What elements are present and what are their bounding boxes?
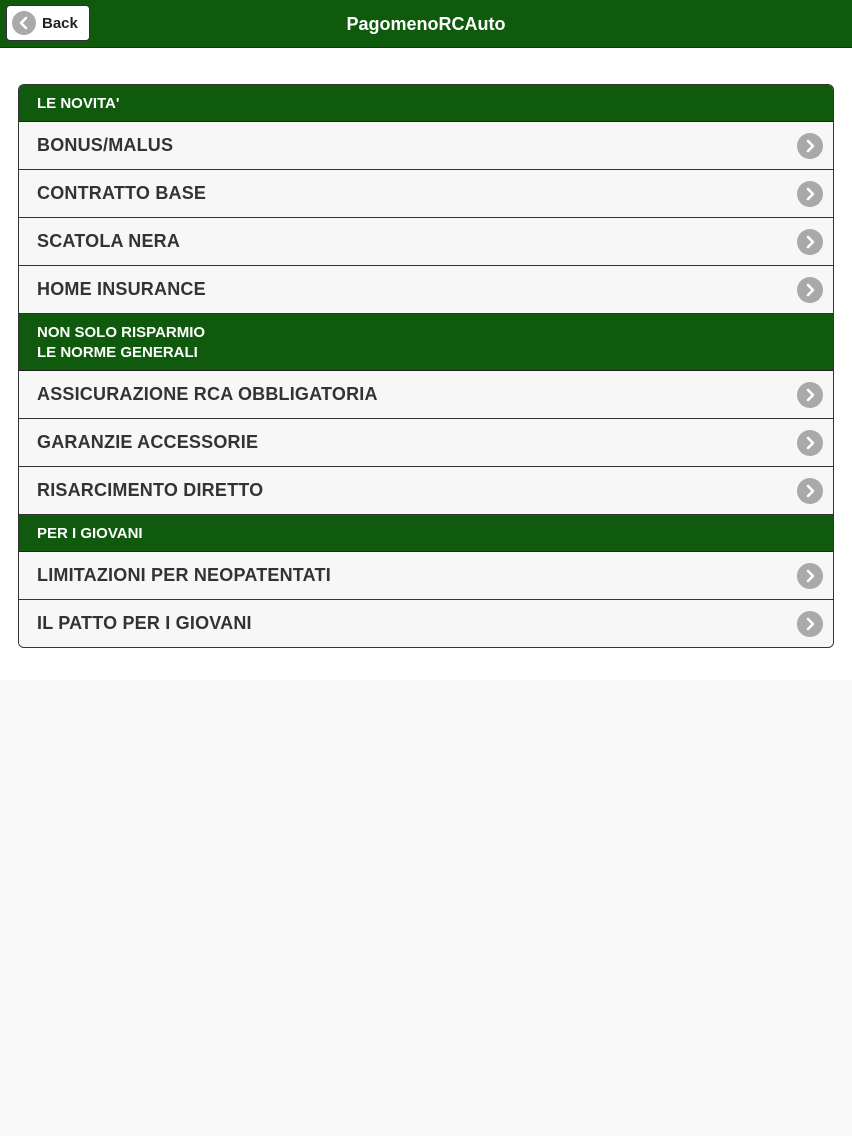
chevron-right-icon (797, 478, 823, 504)
chevron-left-icon (12, 11, 36, 35)
list-item-label: SCATOLA NERA (37, 231, 181, 251)
menu-list (18, 84, 834, 648)
chevron-right-icon (797, 382, 823, 408)
list-item-risarcimento-diretto[interactable] (19, 467, 833, 515)
list-item-label: LIMITAZIONI PER NEOPATENTATI (37, 565, 331, 585)
list-item-scatola-nera[interactable] (19, 218, 833, 266)
chevron-right-icon (797, 229, 823, 255)
chevron-right-icon (797, 430, 823, 456)
section-title: NON SOLO RISPARMIO (37, 324, 206, 341)
chevron-right-icon (797, 133, 823, 159)
list-item-contratto-base[interactable] (19, 170, 833, 218)
list-item-patto-giovani[interactable] (19, 600, 833, 647)
back-button-label: Back (42, 14, 78, 32)
list-item-label: ASSICURAZIONE RCA OBBLIGATORIA (37, 384, 378, 404)
list-item-label: HOME INSURANCE (37, 279, 206, 299)
chevron-right-icon (797, 181, 823, 207)
section-title: LE NOVITA' (37, 95, 120, 112)
chevron-right-icon (797, 277, 823, 303)
list-item-assicurazione-rca[interactable] (19, 371, 833, 419)
list-item-limitazioni-neopatentati[interactable] (19, 552, 833, 600)
section-subtitle: LE NORME GENERALI (37, 344, 198, 361)
list-item-label: BONUS/MALUS (37, 135, 174, 155)
list-item-label: RISARCIMENTO DIRETTO (37, 480, 264, 500)
list-item-home-insurance[interactable] (19, 266, 833, 314)
chevron-right-icon (797, 611, 823, 637)
chevron-right-icon (797, 563, 823, 589)
list-item-label: IL PATTO PER I GIOVANI (37, 613, 252, 633)
top-bar (0, 0, 852, 48)
back-button[interactable] (6, 5, 90, 41)
page-title: PagomenoRCAuto (346, 14, 506, 34)
section-title: PER I GIOVANI (37, 525, 143, 542)
list-item-label: CONTRATTO BASE (37, 183, 207, 203)
section-header-giovani (19, 515, 833, 552)
section-header-norme-generali (19, 314, 833, 371)
list-item-garanzie-accessorie[interactable] (19, 419, 833, 467)
list-item-bonus-malus[interactable] (19, 122, 833, 170)
list-item-label: GARANZIE ACCESSORIE (37, 432, 259, 452)
section-header-novita (19, 85, 833, 122)
